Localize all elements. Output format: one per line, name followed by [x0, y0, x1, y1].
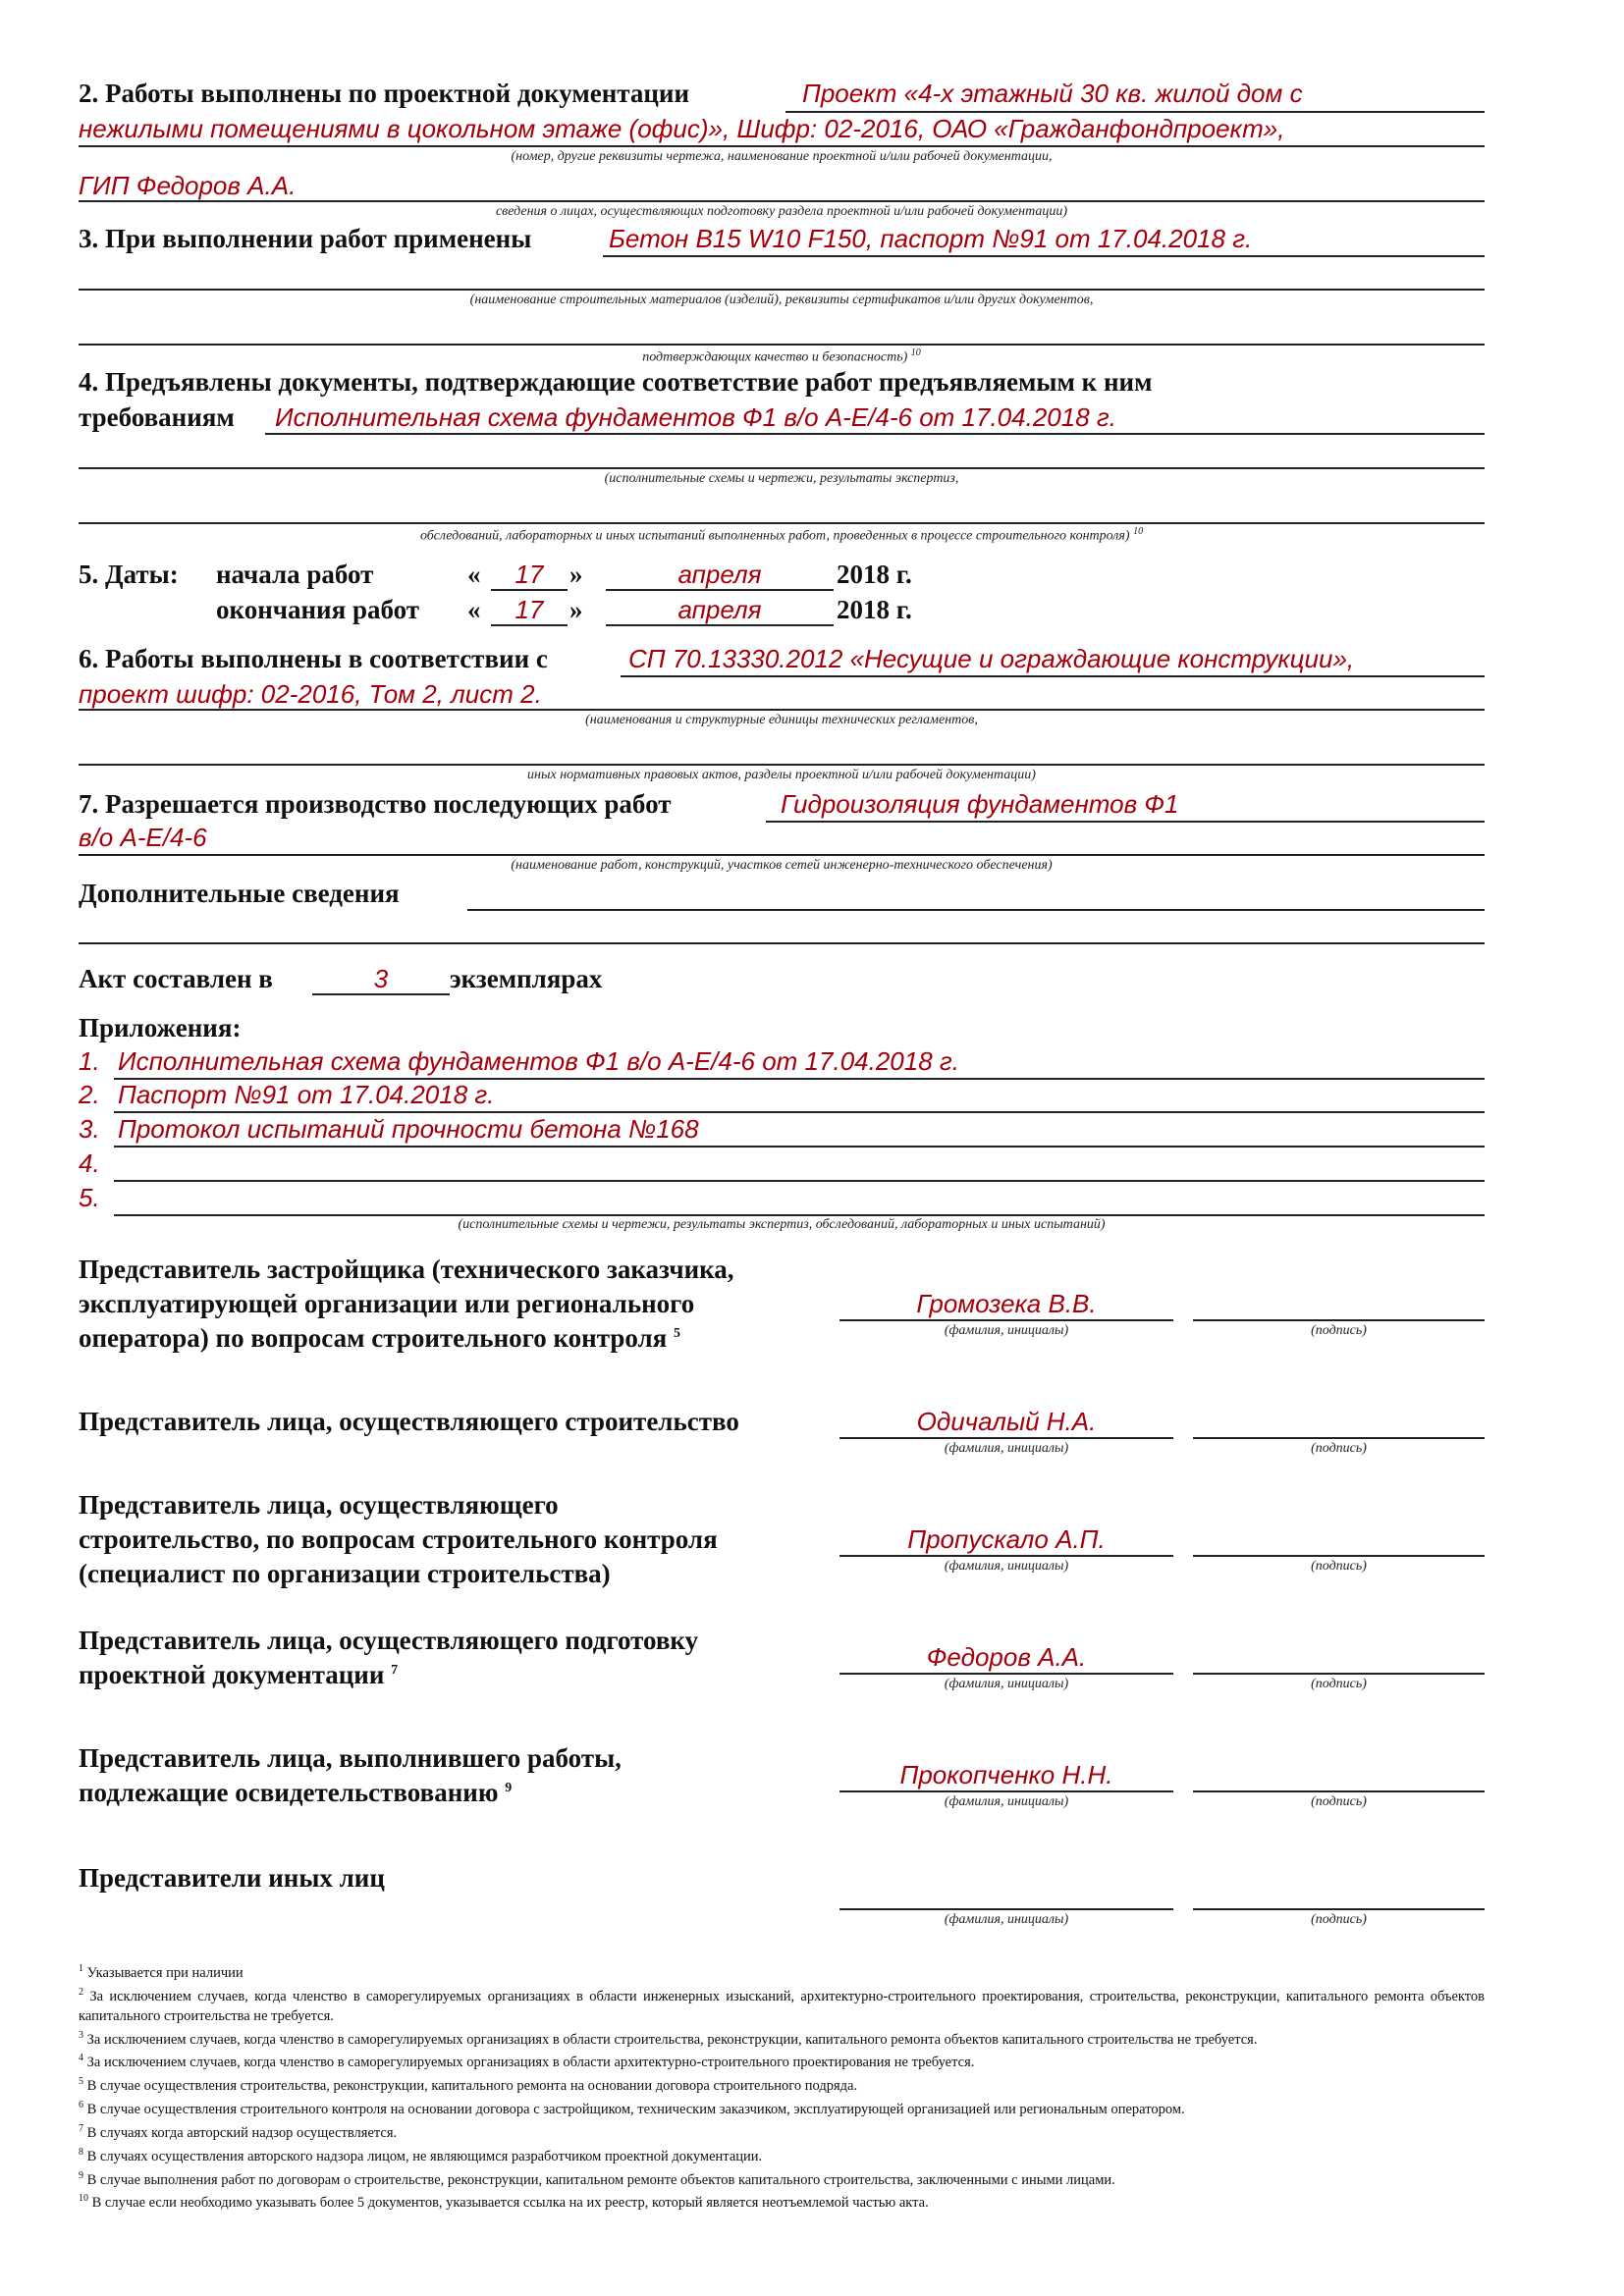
underline: [114, 1214, 1485, 1216]
underline: [114, 1111, 1485, 1113]
section-4-caption-2: обследований, лабораторных и иных испытаний выполненных работ, проведенных в процессе строительного контроля) $^{10}$: [419, 526, 1144, 544]
section-2-value-line3[interactable]: ГИП Федоров А.А.: [79, 171, 297, 200]
attachment-item[interactable]: Паспорт №91 от 17.04.2018 г.: [118, 1080, 495, 1109]
underline: [766, 821, 1485, 823]
underline: [312, 993, 450, 995]
signature-caption: (подпись): [1311, 1559, 1367, 1574]
section-2-label: 2. Работы выполнены по проектной документации: [79, 79, 690, 108]
name-caption: (фамилия, инициалы): [944, 1677, 1069, 1691]
rep-builder-signature[interactable]: [1193, 1437, 1485, 1439]
attachment-number: 3.: [79, 1114, 100, 1144]
section-7-label: 7. Разрешается производство последующих работ: [79, 789, 672, 819]
section-7-caption: (наименование работ, конструкций, участков сетей инженерно-технического обеспечения): [511, 858, 1053, 873]
footnote: $^1$ Указывается при наличии: [79, 1963, 244, 1981]
rep-builder-control-label-3: (специалист по организации строительства): [79, 1559, 611, 1588]
signature-caption: (подпись): [1311, 1912, 1367, 1927]
copies-count[interactable]: 3: [373, 964, 389, 993]
attachment-number: 4.: [79, 1148, 100, 1178]
attachment-number: 5.: [79, 1183, 100, 1212]
section-7-value-line1[interactable]: Гидроизоляция фундаментов Ф1: [781, 789, 1179, 819]
signature-caption: (подпись): [1311, 1323, 1367, 1338]
quote-open: «: [467, 560, 481, 589]
underline: [79, 467, 1485, 469]
footnote: $^6$ В случае осуществления строительного контроля на основании договора с застройщиком, техническим заказчиком, эксплуатирующей организацией или региональным оператором.: [79, 2100, 1185, 2117]
start-month[interactable]: апреля: [677, 560, 762, 589]
section-6-label: 6. Работы выполнены в соответствии с: [79, 644, 548, 673]
rep-builder-label: Представитель лица, осуществляющего строительство: [79, 1407, 739, 1436]
section-3-caption-1: (наименование строительных материалов (изделий), реквизиты сертификатов и/или других документов,: [469, 293, 1094, 307]
underline: [79, 344, 1485, 346]
section-6-value-line2[interactable]: проект шифр: 02-2016, Том 2, лист 2.: [79, 679, 542, 709]
signature-caption: (подпись): [1311, 1794, 1367, 1809]
footnote: $^2$ За исключением случаев, когда членство в саморегулируемых организациях в области инженерных изысканий, архитектурно-строительного проектирования, строительства, реконструкции, капитального ремонта объектов капитального строительства не требуется.: [79, 1986, 1485, 2024]
rep-contractor-label-1: Представитель лица, выполнившего работы,: [79, 1743, 622, 1773]
rep-customer-signature[interactable]: [1193, 1319, 1485, 1321]
attachment-number: 1.: [79, 1046, 100, 1076]
underline: [839, 1555, 1173, 1557]
quote-close: »: [569, 560, 583, 589]
end-day[interactable]: 17: [514, 595, 544, 624]
rep-builder-control-signature[interactable]: [1193, 1555, 1485, 1557]
name-caption: (фамилия, инициалы): [944, 1912, 1069, 1927]
underline: [79, 522, 1485, 524]
rep-designer-label-1: Представитель лица, осуществляющего подготовку: [79, 1626, 699, 1655]
footnote: $^4$ За исключением случаев, когда членство в саморегулируемых организациях в области архитектурно-строительного проектирования не требуется.: [79, 2053, 975, 2071]
rep-builder-name[interactable]: Одичалый Н.А.: [916, 1407, 1097, 1436]
section-2-caption-1: (номер, другие реквизиты чертежа, наименование проектной и/или рабочей документации,: [511, 149, 1053, 164]
name-caption: (фамилия, инициалы): [944, 1441, 1069, 1456]
signature-caption: (подпись): [1311, 1441, 1367, 1456]
rep-customer-label-1: Представитель застройщика (технического заказчика,: [79, 1255, 734, 1284]
section-5-label: 5. Даты:: [79, 560, 179, 589]
copies-label: Акт составлен в: [79, 964, 273, 993]
section-6-caption-1: (наименования и структурные единицы технических регламентов,: [585, 713, 978, 727]
rep-customer-label-2: эксплуатирующей организации или регионального: [79, 1289, 695, 1318]
underline: [603, 255, 1485, 257]
footnote: $^7$ В случаях когда авторский надзор осуществляется.: [79, 2122, 398, 2141]
section-4-value[interactable]: Исполнительная схема фундаментов Ф1 в/о А-Е/4-6 от 17.04.2018 г.: [275, 402, 1116, 432]
section-3-caption-2: подтверждающих качество и безопасность) $^{10}$: [642, 347, 921, 365]
rep-customer-label-3: оператора) по вопросам строительного контроля $^5$: [79, 1323, 680, 1353]
underline: [491, 624, 568, 626]
start-year: 2018 г.: [837, 560, 912, 589]
underline: [79, 764, 1485, 766]
section-4-label-1: 4. Предъявлены документы, подтверждающие соответствие работ предъявляемым к ним: [79, 367, 1153, 397]
underline: [79, 145, 1485, 147]
attachment-item[interactable]: Исполнительная схема фундаментов Ф1 в/о А-Е/4-6 от 17.04.2018 г.: [118, 1046, 959, 1076]
copies-suffix: экземплярах: [450, 964, 603, 993]
quote-open: «: [467, 595, 481, 624]
rep-builder-control-label-1: Представитель лица, осуществляющего: [79, 1490, 559, 1520]
end-date-label: окончания работ: [216, 595, 420, 624]
additional-info-field-2[interactable]: [79, 942, 1485, 944]
underline: [621, 675, 1485, 677]
start-day[interactable]: 17: [514, 560, 544, 589]
rep-designer-signature[interactable]: [1193, 1673, 1485, 1675]
rep-customer-name[interactable]: Громозека В.В.: [916, 1289, 1097, 1318]
signature-caption: (подпись): [1311, 1677, 1367, 1691]
footnotes: [79, 1959, 1485, 2213]
name-caption: (фамилия, инициалы): [944, 1559, 1069, 1574]
start-date-label: начала работ: [216, 560, 374, 589]
attachment-item[interactable]: Протокол испытаний прочности бетона №168: [118, 1114, 699, 1144]
rep-builder-control-name[interactable]: Пропускало А.П.: [907, 1524, 1106, 1554]
rep-contractor-name[interactable]: Прокопченко Н.Н.: [899, 1760, 1113, 1789]
rep-builder-control-label-2: строительство, по вопросам строительного контроля: [79, 1524, 718, 1554]
attachment-number: 2.: [79, 1080, 100, 1109]
end-month[interactable]: апреля: [677, 595, 762, 624]
rep-designer-name[interactable]: Федоров А.А.: [926, 1642, 1087, 1672]
section-6-value-line1[interactable]: СП 70.13330.2012 «Несущие и ограждающие конструкции»,: [628, 644, 1355, 673]
underline: [79, 289, 1485, 291]
underline: [79, 200, 1485, 202]
rep-others-signature[interactable]: [1193, 1908, 1485, 1910]
underline: [839, 1437, 1173, 1439]
end-year: 2018 г.: [837, 595, 912, 624]
additional-info-field[interactable]: [467, 909, 1485, 911]
name-caption: (фамилия, инициалы): [944, 1323, 1069, 1338]
section-3-value[interactable]: Бетон B15 W10 F150, паспорт №91 от 17.04.2018 г.: [609, 224, 1253, 253]
underline: [839, 1790, 1173, 1792]
attachments-caption: (исполнительные схемы и чертежи, результаты экспертиз, обследований, лабораторных и иных испытаний): [458, 1217, 1106, 1232]
rep-contractor-label-2: подлежащие освидетельствованию $^9$: [79, 1778, 513, 1807]
underline: [839, 1319, 1173, 1321]
section-4-caption-1: (исполнительные схемы и чертежи, результаты экспертиз,: [604, 471, 959, 486]
footnote: $^8$ В случаях осуществления авторского надзора лицом, не являющимся разработчиком проектной документации.: [79, 2146, 763, 2164]
section-2-value-line2[interactable]: нежилыми помещениями в цокольном этаже (офис)», Шифр: 02-2016, ОАО «Гражданфондпроект»,: [79, 114, 1285, 143]
footnote: $^3$ За исключением случаев, когда членство в саморегулируемых организациях в области строительства, реконструкции, капитального ремонта объектов капитального строительства не требуется.: [79, 2029, 1258, 2048]
underline: [114, 1146, 1485, 1148]
additional-info-label: Дополнительные сведения: [79, 879, 400, 908]
section-2-value-line1[interactable]: Проект «4-х этажный 30 кв. жилой дом с: [802, 79, 1303, 108]
name-caption: (фамилия, инициалы): [944, 1794, 1069, 1809]
underline: [79, 709, 1485, 711]
section-6-caption-2: иных нормативных правовых актов, разделы проектной и/или рабочей документации): [527, 768, 1036, 782]
section-3-label: 3. При выполнении работ применены: [79, 224, 532, 253]
underline: [114, 1180, 1485, 1182]
underline: [785, 111, 1485, 113]
section-4-label-2: требованиям: [79, 402, 235, 432]
underline: [265, 433, 1485, 435]
underline: [839, 1673, 1173, 1675]
attachments-label: Приложения:: [79, 1013, 242, 1042]
underline: [79, 854, 1485, 856]
footnote: $^9$ В случае выполнения работ по договорам о строительстве, реконструкции, капитальном ремонте объектов капитального строительства, заключенными с иными лицами.: [79, 2169, 1115, 2188]
rep-designer-label-2: проектной документации $^7$: [79, 1660, 399, 1689]
rep-others-label: Представители иных лиц: [79, 1863, 385, 1893]
quote-close: »: [569, 595, 583, 624]
underline: [606, 589, 834, 591]
rep-contractor-signature[interactable]: [1193, 1790, 1485, 1792]
underline: [491, 589, 568, 591]
rep-others-name-field[interactable]: [839, 1908, 1173, 1910]
footnote: $^5$ В случае осуществления строительства, реконструкции, капитального ремонта на основании договора строительного подряда.: [79, 2076, 858, 2095]
footnote: $^{10}$ В случае если необходимо указывать более 5 документов, указывается ссылка на их реестр, который является неотъемлемой частью акта.: [79, 2193, 929, 2212]
underline: [606, 624, 834, 626]
section-2-caption-2: сведения о лицах, осуществляющих подготовку раздела проектной и/или рабочей документации): [495, 204, 1068, 219]
section-7-value-line2[interactable]: в/о А-Е/4-6: [79, 823, 207, 852]
